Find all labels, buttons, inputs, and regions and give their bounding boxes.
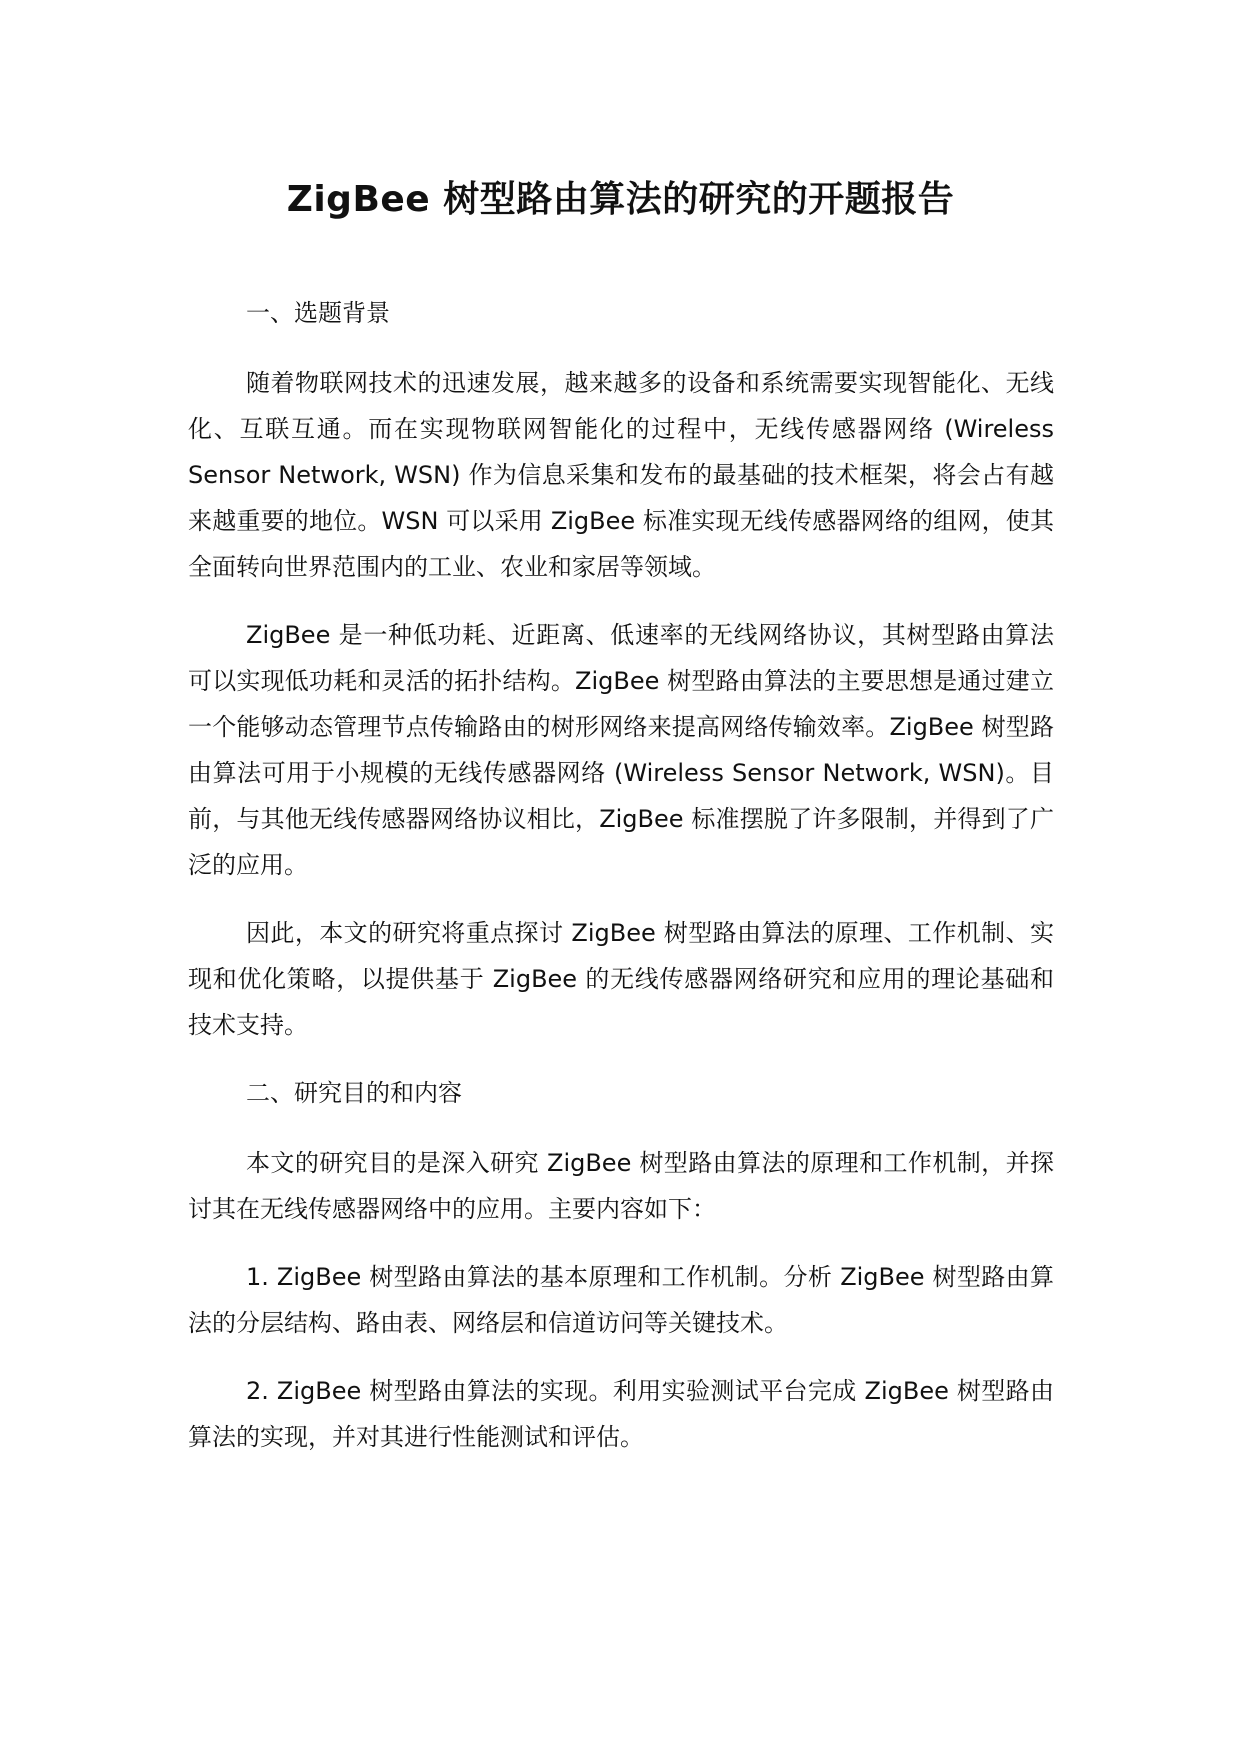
list-item-principle: 1. ZigBee 树型路由算法的基本原理和工作机制。分析 ZigBee 树型路由算法的分层结构、路由表、网络层和信道访问等关键技术。 <box>188 1263 1054 1337</box>
document-body <box>188 290 1054 1482</box>
section-heading-purpose: 二、研究目的和内容 <box>246 1079 462 1107</box>
list-item-implementation: 2. ZigBee 树型路由算法的实现。利用实验测试平台完成 ZigBee 树型路由算法的实现，并对其进行性能测试和评估。 <box>188 1377 1054 1451</box>
section-heading-background: 一、选题背景 <box>246 299 390 327</box>
paragraph-background-1: 随着物联网技术的迅速发展，越来越多的设备和系统需要实现智能化、无线化、互联互通。而在实现物联网智能化的过程中，无线传感器网络 (Wireless Sensor Network, WSN) 作为信息采集和发布的最基础的技术框架，将会占有越来越重要的地位。WSN 可以采用 ZigBee 标准实现无线传感器网络的组网，使其全面转向世界范围内的工业、农业和家居等领域。 <box>188 369 1054 581</box>
document-title: ZigBee 树型路由算法的研究的开题报告 <box>286 179 955 220</box>
paragraph-background-2: ZigBee 是一种低功耗、近距离、低速率的无线网络协议，其树型路由算法可以实现低功耗和灵活的拓扑结构。ZigBee 树型路由算法的主要思想是通过建立一个能够动态管理节点传输路由的树形网络来提高网络传输效率。ZigBee 树型路由算法可用于小规模的无线传感器网络 (Wireless Sensor Network, WSN)。目前，与其他无线传感器网络协议相比，ZigBee 标准摆脱了许多限制，并得到了广泛的应用。 <box>188 621 1054 879</box>
paragraph-purpose-intro: 本文的研究目的是深入研究 ZigBee 树型路由算法的原理和工作机制，并探讨其在无线传感器网络中的应用。主要内容如下： <box>188 1149 1054 1223</box>
paragraph-background-3: 因此，本文的研究将重点探讨 ZigBee 树型路由算法的原理、工作机制、实现和优化策略，以提供基于 ZigBee 的无线传感器网络研究和应用的理论基础和技术支持。 <box>188 919 1054 1039</box>
